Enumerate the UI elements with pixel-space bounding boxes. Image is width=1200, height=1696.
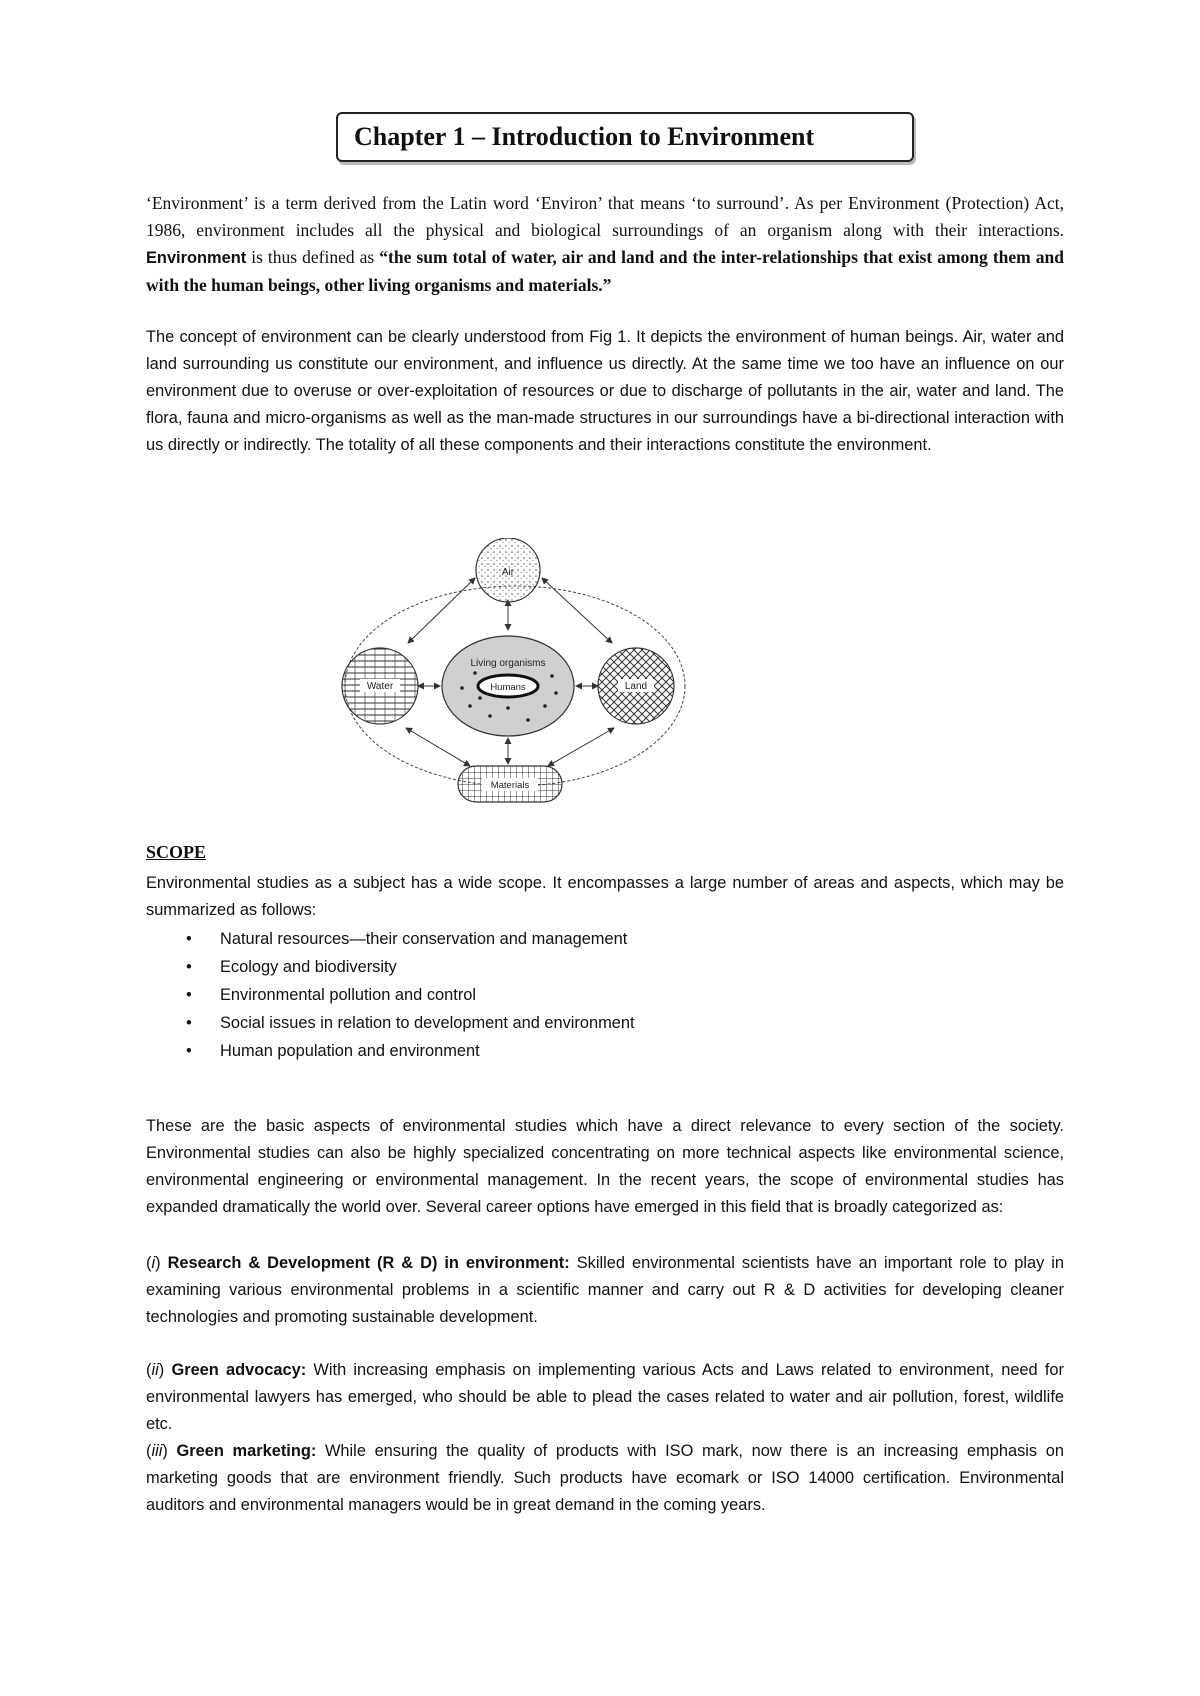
intro-text-1: ‘Environment’ is a term derived from the Latin word ‘Environ’ that means ‘to surround’. As per Environment (Protection) Act, 1986, environment includes all the physical and biological surroundings of an organism along with their interactions.: [146, 193, 1064, 240]
intro-bold-term: Environment: [146, 249, 247, 267]
career-text: Skilled environmental scientists have an important role to play in examining various environmental problems in a scientific manner and carry out R & D activities for developing cleaner technologies and promoting sustainable development.: [146, 1254, 1064, 1326]
concept-paragraph: [146, 324, 1064, 459]
career-heading: Green advocacy:: [164, 1361, 307, 1379]
basics-text: These are the basic aspects of environmental studies which have a direct relevance to every section of the society. Environmental studies can also be highly specialized concentrating on more technical aspects like environmental science, environmental engineering or environmental management. In the recent years, the scope of environmental studies has expanded dramatically the world over. Several career options have emerged in this field that is broadly categorized as:: [146, 1117, 1064, 1216]
bullet: •: [186, 958, 192, 976]
career-text: While ensuring the quality of products with ISO mark, now there is an increasing emphasis on marketing goods that are environment friendly. Such products have ecomark or ISO 14000 certification. Environmental auditors and environmental managers would be in great demand in the coming years.: [146, 1442, 1064, 1514]
scope-intro: Environmental studies as a subject has a wide scope. It encompasses a large number of areas and aspects, which may be summarized as follows:: [146, 874, 1064, 919]
list-item: • Environmental pollution and control: [146, 981, 1064, 1009]
career-text: With increasing emphasis on implementing various Acts and Laws related to environment, need for environmental lawyers has emerged, who should be able to plead the cases related to water and air pollution, forest, wildlife etc.: [146, 1361, 1065, 1433]
water-label: Water: [366, 681, 394, 692]
air-label: Air: [501, 567, 515, 578]
intro-paragraph: [146, 190, 1064, 299]
list-item: • Ecology and biodiversity: [146, 953, 1064, 981]
bullet: •: [186, 1042, 192, 1060]
list-item: • Social issues in relation to development and environment: [146, 1009, 1064, 1037]
intro-definition: “the sum total of water, air and land and the inter-relationships that exist among them and with the human beings, other living organisms and materials.”: [146, 247, 1064, 295]
bullet: •: [186, 1014, 192, 1032]
career-heading: Green marketing:: [167, 1442, 317, 1460]
chapter-title: Chapter 1 – Introduction to Environment: [336, 112, 914, 162]
scope-section: [146, 870, 1064, 1065]
career-heading: Research & Development (R & D) in environment:: [160, 1254, 570, 1272]
career-green-marketing: (iii) Green marketing: While ensuring the quality of products with ISO mark, now there is an increasing emphasis on marketing goods that are environment friendly. Such products have ecomark or ISO 14000 certification. Environmental auditors and environmental managers would be in great demand in the coming years.: [146, 1442, 1064, 1514]
living-organisms-label: Living organisms: [470, 658, 546, 669]
environment-diagram: [330, 538, 700, 823]
career-green-advocacy: (ii) Green advocacy: With increasing emphasis on implementing various Acts and Laws related to environment, need for environmental lawyers has emerged, who should be able to plead the cases related to water and air pollution, forest, wildlife etc.: [146, 1361, 1065, 1433]
basics-paragraph: [146, 1113, 1064, 1221]
concept-text: The concept of environment can be clearly understood from Fig 1. It depicts the environment of human beings. Air, water and land surrounding us constitute our environment, and influence us directly. At the same time we too have an influence on our environment due to overuse or over-exploitation of resources or due to discharge of pollutants in the air, water and land. The flora, fauna and micro-organisms as well as the man-made structures in our surroundings have a bi-directional interaction with us directly or indirectly. The totality of all these components and their interactions constitute the environment.: [146, 328, 1064, 454]
materials-label: Materials: [490, 780, 530, 791]
list-item: • Human population and environment: [146, 1037, 1064, 1065]
land-label: Land: [624, 681, 648, 692]
career-research: (i) Research & Development (R & D) in environment: Skilled environmental scientists have an important role to play in examining various environmental problems in a scientific manner and carry out R & D activities for developing cleaner technologies and promoting sustainable development.: [146, 1254, 1064, 1326]
scope-list: [146, 925, 1064, 1065]
list-item: • Natural resources—their conservation and management: [146, 925, 1064, 953]
humans-label: Humans: [490, 682, 526, 693]
intro-text-2: is thus defined as: [246, 247, 380, 267]
bullet: •: [186, 930, 192, 948]
scope-heading: SCOPE: [146, 842, 207, 862]
bullet: •: [186, 986, 192, 1004]
